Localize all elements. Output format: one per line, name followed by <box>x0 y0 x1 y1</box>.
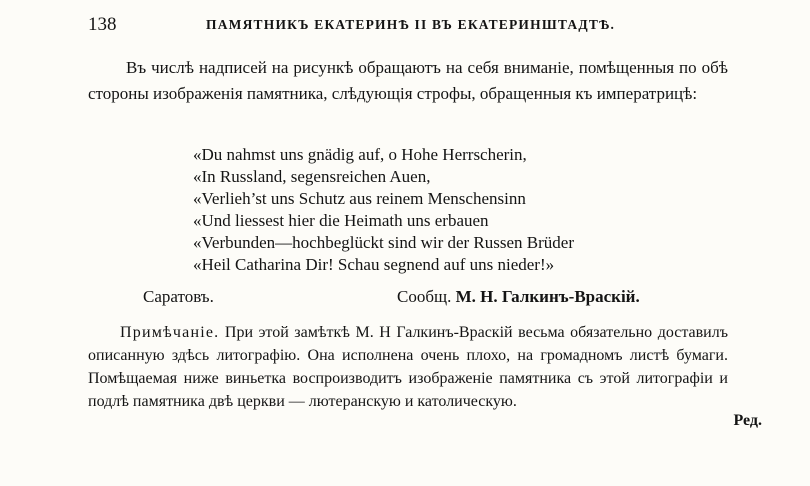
intro-text: Въ числѣ надписей на рисункѣ обращаютъ на себя вниманіе, помѣщенныя по обѣ стороны изображенія памятника, слѣдующія строфы, обращенныя къ императрицѣ: <box>88 58 728 103</box>
page-number: 138 <box>88 14 117 35</box>
poem-line-5: «Verbunden—hochbeglückt sind wir der Russen Brüder <box>193 233 575 252</box>
page-header <box>88 14 728 40</box>
note-text: При этой замѣткѣ М. Н Галкинъ-Враскій весьма обязательно доставилъ описанную здѣсь литографію. Она исполнена очень плохо, на громадномъ листѣ бумаги. Помѣщаемая ниже виньетка воспроизводитъ изображеніе памятника съ этой литографіи и подлѣ памятника двѣ церкви — лютеранскую и католическую. <box>88 324 729 410</box>
editor-mark: Ред. <box>733 412 762 429</box>
note-label: Примѣчаніе. <box>120 324 220 341</box>
poem-line-6: «Heil Catharina Dir! Schau segnend auf uns nieder!» <box>193 255 555 274</box>
credit-prefix: Сообщ. <box>397 287 452 306</box>
poem-block <box>193 144 574 276</box>
intro-paragraph <box>88 55 728 107</box>
credit-name: М. Н. Галкинъ-Враскій. <box>455 287 640 306</box>
signature-place: Саратовъ. <box>143 287 214 306</box>
poem-line-3: «Verlieh’st uns Schutz aus reinem Menschensinn <box>193 189 526 208</box>
poem-line-1: «Du nahmst uns gnädig auf, o Hohe Herrscherin, <box>193 145 527 164</box>
note-body <box>88 321 728 413</box>
poem-line-4: «Und liessest hier die Heimath uns erbauen <box>193 211 489 230</box>
signature-row <box>143 287 703 311</box>
running-title: ПАМЯТНИКЪ ЕКАТЕРИНѢ II ВЪ ЕКАТЕРИНШТАДТѢ. <box>206 17 616 32</box>
note-paragraph <box>88 321 728 413</box>
poem-line-2: «In Russland, segensreichen Auen, <box>193 167 431 186</box>
signature-credit <box>397 287 640 307</box>
